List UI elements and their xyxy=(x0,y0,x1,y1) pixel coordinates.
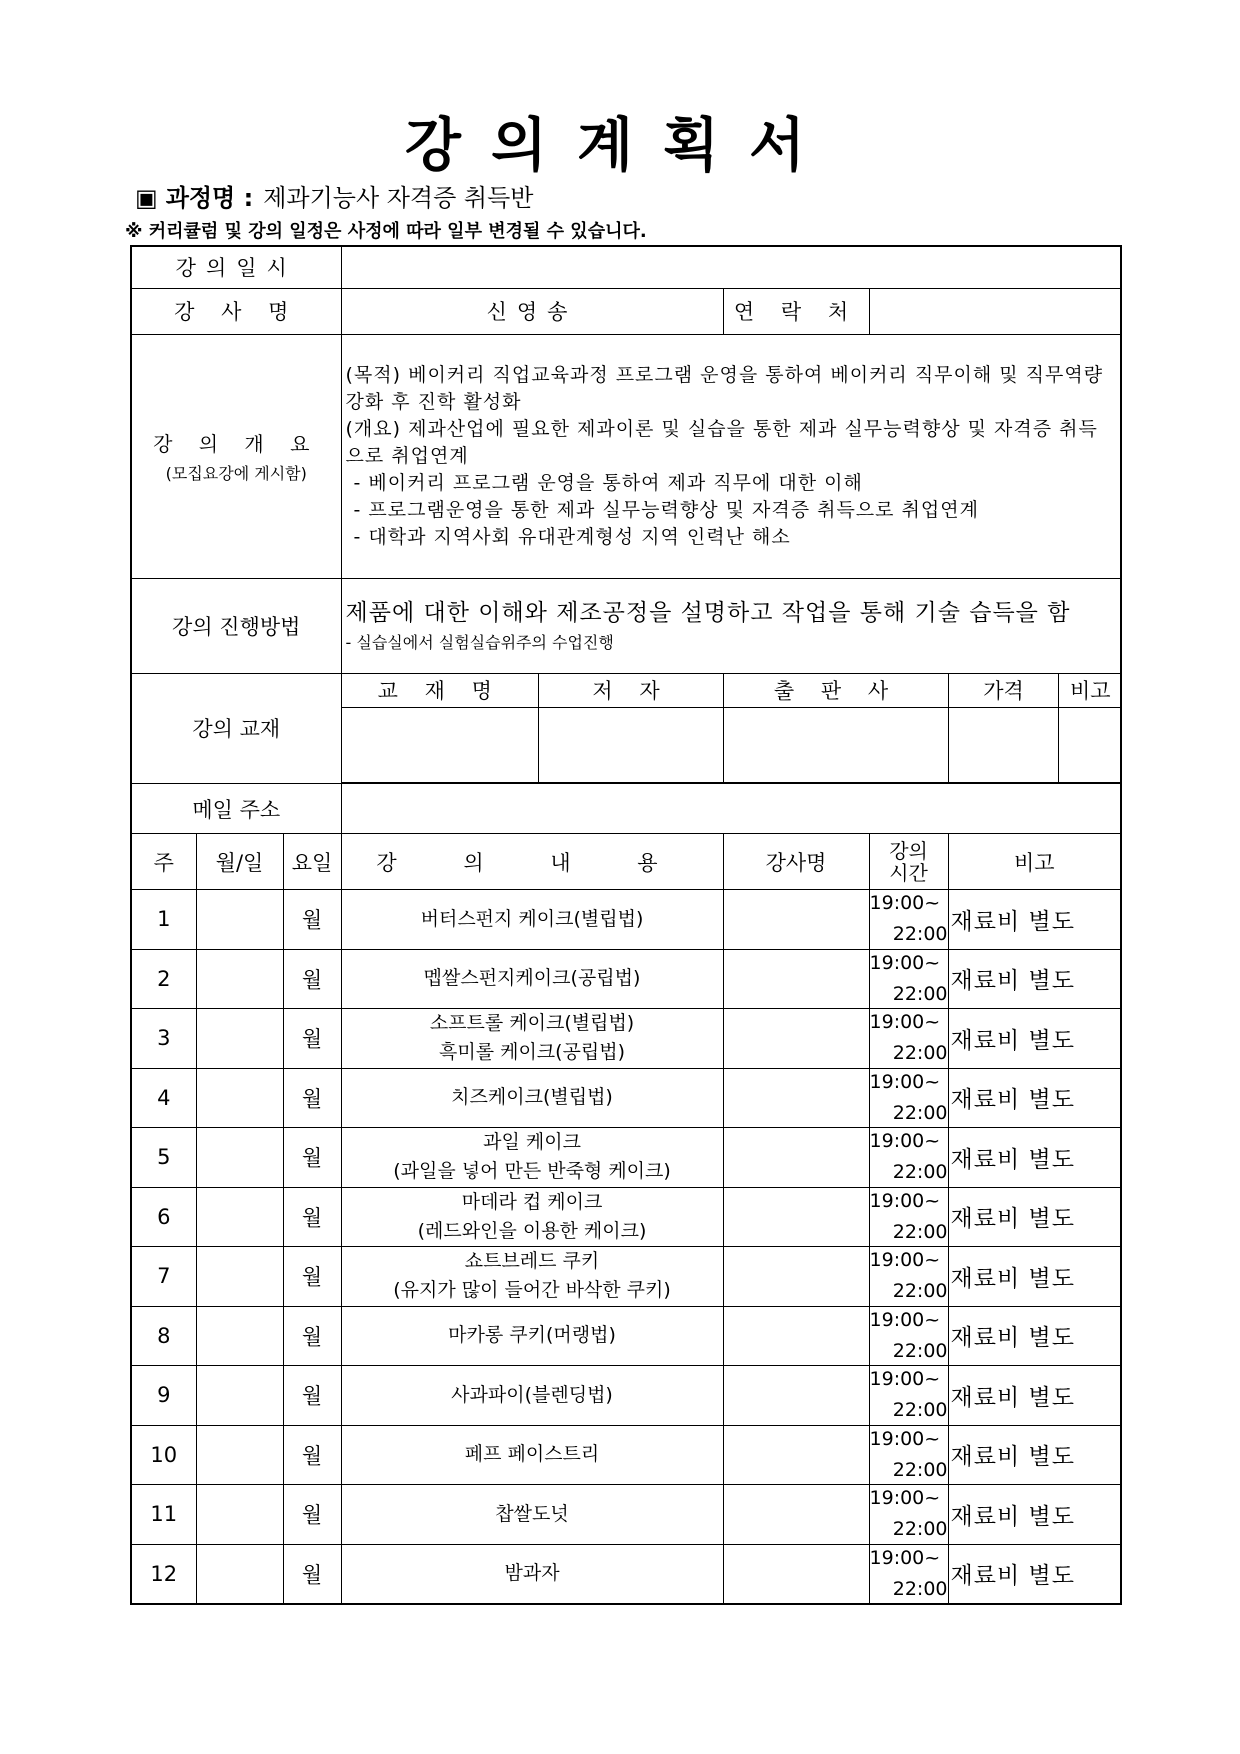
header-day: 요일 xyxy=(283,834,341,890)
lecture-content xyxy=(341,949,723,1009)
schedule-row xyxy=(131,1425,1121,1485)
note-cell: 재료비 별도 xyxy=(948,1306,1121,1366)
date-cell xyxy=(196,1128,283,1188)
instructor-cell xyxy=(723,1068,869,1128)
time-cell xyxy=(869,890,948,950)
course-label: 과정명 : xyxy=(165,184,254,212)
lecture-content-line2: 흑미롤 케이크(공립법) xyxy=(438,1041,626,1064)
note-cell: 재료비 별도 xyxy=(948,1128,1121,1188)
note-cell: 재료비 별도 xyxy=(948,1068,1121,1128)
time-end: 22:00 xyxy=(892,1399,948,1422)
schedule-change-notice: ※ 커리큘럼 및 강의 일정은 사정에 따라 일부 변경될 수 있습니다. xyxy=(125,221,647,242)
instructor-cell xyxy=(723,1306,869,1366)
lecture-content xyxy=(341,1128,723,1188)
textbook-cell xyxy=(342,708,539,783)
day-cell: 월 xyxy=(283,1247,341,1307)
instructor-cell xyxy=(723,949,869,1009)
week-number: 4 xyxy=(131,1068,196,1128)
date-cell xyxy=(196,1068,283,1128)
date-cell xyxy=(196,1485,283,1545)
lecture-content-line1: 멥쌀스펀지케이크(공립법) xyxy=(423,967,641,990)
day-cell: 월 xyxy=(283,1425,341,1485)
overview-sub-label: (모집요강에 게시함) xyxy=(165,464,307,483)
method-main-text: 제품에 대한 이해와 제조공정을 설명하고 작업을 통해 기술 습득을 함 xyxy=(345,599,1071,626)
time-end: 22:00 xyxy=(892,1458,948,1481)
note-cell: 재료비 별도 xyxy=(948,1009,1121,1069)
instructor-cell xyxy=(723,1128,869,1188)
schedule-header-row xyxy=(131,834,1121,890)
time-end: 22:00 xyxy=(892,1042,948,1065)
header-note: 비고 xyxy=(948,834,1121,890)
contact-label: 연 락 처 xyxy=(723,288,869,334)
instructor-cell xyxy=(723,1544,869,1604)
instructor-value: 신영송 xyxy=(341,288,723,334)
page-title: 강의계획서 xyxy=(404,111,836,179)
header-time: 강의시간 xyxy=(869,834,948,890)
time-cell xyxy=(869,1128,948,1188)
lecture-content-line1: 소프트롤 케이크(별립법) xyxy=(429,1012,635,1035)
note-cell: 재료비 별도 xyxy=(948,1425,1121,1485)
time-end: 22:00 xyxy=(892,1339,948,1362)
time-cell xyxy=(869,1247,948,1307)
instructor-cell xyxy=(723,890,869,950)
textbook-header-price: 가격 xyxy=(949,674,1059,708)
date-cell xyxy=(196,1544,283,1604)
textbook-cell xyxy=(539,708,724,783)
date-cell xyxy=(196,1425,283,1485)
lecture-content xyxy=(341,1068,723,1128)
lecture-content-line2: (레드와인을 이용한 케이크) xyxy=(417,1219,647,1242)
schedule-row xyxy=(131,1128,1121,1188)
note-cell: 재료비 별도 xyxy=(948,1366,1121,1426)
lecture-content-line1: 밤과자 xyxy=(504,1562,560,1584)
email-label: 메일 주소 xyxy=(131,784,341,834)
week-number: 10 xyxy=(131,1425,196,1485)
time-end: 22:00 xyxy=(892,923,948,946)
textbook-label: 강의 교재 xyxy=(131,673,341,784)
schedule-row xyxy=(131,890,1121,950)
time-cell xyxy=(869,1306,948,1366)
instructor-cell xyxy=(723,1366,869,1426)
time-start: 19:00~ xyxy=(869,1546,941,1569)
schedule-body xyxy=(131,890,1121,1604)
day-cell: 월 xyxy=(283,1187,341,1247)
textbook-cell xyxy=(1059,708,1122,783)
time-start: 19:00~ xyxy=(869,1249,941,1272)
date-cell xyxy=(196,1009,283,1069)
day-cell: 월 xyxy=(283,949,341,1009)
lecture-content-line1: 과일 케이크 xyxy=(483,1131,581,1154)
time-cell xyxy=(869,1068,948,1128)
textbook-cell xyxy=(724,708,949,783)
time-end: 22:00 xyxy=(892,1161,948,1184)
overview-content xyxy=(341,334,1121,578)
day-cell: 월 xyxy=(283,1306,341,1366)
day-cell: 월 xyxy=(283,890,341,950)
header-instructor: 강사명 xyxy=(723,834,869,890)
date-cell xyxy=(196,1247,283,1307)
lecture-plan-table xyxy=(130,245,1122,1605)
time-start: 19:00~ xyxy=(869,1487,941,1510)
week-number: 2 xyxy=(131,949,196,1009)
lecture-content xyxy=(341,890,723,950)
textbook-header-author: 저 자 xyxy=(539,674,724,708)
note-cell: 재료비 별도 xyxy=(948,1544,1121,1604)
time-start: 19:00~ xyxy=(869,892,941,915)
email-value xyxy=(341,784,1121,834)
time-cell xyxy=(869,1009,948,1069)
week-number: 6 xyxy=(131,1187,196,1247)
date-cell xyxy=(196,890,283,950)
header-content: 강 의 내 용 xyxy=(341,834,723,890)
square-bullet-icon: ▣ xyxy=(135,184,158,212)
overview-label: 강 의 개 요 xyxy=(153,432,320,456)
week-number: 5 xyxy=(131,1128,196,1188)
week-number: 11 xyxy=(131,1485,196,1545)
note-cell: 재료비 별도 xyxy=(948,1247,1121,1307)
time-end: 22:00 xyxy=(892,1577,948,1600)
overview-row xyxy=(131,334,1121,578)
schedule-row xyxy=(131,1544,1121,1604)
instructor-label: 강 사 명 xyxy=(131,288,341,334)
time-start: 19:00~ xyxy=(869,1130,941,1153)
instructor-cell xyxy=(723,1425,869,1485)
time-cell xyxy=(869,949,948,1009)
lecture-content xyxy=(341,1187,723,1247)
time-start: 19:00~ xyxy=(869,1368,941,1391)
lecture-date-label: 강의일시 xyxy=(131,246,341,288)
time-end: 22:00 xyxy=(892,1518,948,1541)
textbook-header-note: 비고 xyxy=(1059,674,1122,708)
note-cell: 재료비 별도 xyxy=(948,1485,1121,1545)
header-week: 주 xyxy=(131,834,196,890)
time-cell xyxy=(869,1366,948,1426)
date-cell xyxy=(196,1366,283,1426)
week-number: 12 xyxy=(131,1544,196,1604)
time-start: 19:00~ xyxy=(869,1011,941,1034)
week-number: 8 xyxy=(131,1306,196,1366)
note-cell: 재료비 별도 xyxy=(948,890,1121,950)
lecture-content xyxy=(341,1009,723,1069)
overview-line: (목적) 베이커리 직업교육과정 프로그램 운영을 통하여 베이커리 직무이해 및 직무역량강화 후 진학 활성화 xyxy=(345,363,1104,413)
time-cell xyxy=(869,1485,948,1545)
lecture-content-line2: (유지가 많이 들어간 바삭한 쿠키) xyxy=(393,1279,671,1302)
lecture-content xyxy=(341,1366,723,1426)
schedule-row xyxy=(131,1247,1121,1307)
schedule-row xyxy=(131,949,1121,1009)
method-row xyxy=(131,578,1121,673)
time-end: 22:00 xyxy=(892,1220,948,1243)
schedule-row xyxy=(131,1485,1121,1545)
instructor-cell xyxy=(723,1187,869,1247)
textbook-table xyxy=(342,674,1122,784)
day-cell: 월 xyxy=(283,1009,341,1069)
time-cell xyxy=(869,1544,948,1604)
day-cell: 월 xyxy=(283,1366,341,1426)
overview-line: - 베이커리 프로그램 운영을 통하여 제과 직무에 대한 이해 xyxy=(353,471,863,494)
schedule-row xyxy=(131,1306,1121,1366)
header-date: 월/일 xyxy=(196,834,283,890)
week-number: 1 xyxy=(131,890,196,950)
date-cell xyxy=(196,949,283,1009)
instructor-row xyxy=(131,288,1121,334)
lecture-date-row xyxy=(131,246,1121,288)
time-cell xyxy=(869,1187,948,1247)
week-number: 3 xyxy=(131,1009,196,1069)
lecture-content xyxy=(341,1485,723,1545)
textbook-row xyxy=(131,673,1121,784)
day-cell: 월 xyxy=(283,1128,341,1188)
lecture-date-value xyxy=(341,246,1121,288)
lecture-content-line1: 찹쌀도넛 xyxy=(495,1502,569,1525)
note-cell: 재료비 별도 xyxy=(948,949,1121,1009)
lecture-content xyxy=(341,1425,723,1485)
lecture-content-line1: 마데라 컵 케이크 xyxy=(461,1190,603,1213)
time-end: 22:00 xyxy=(892,1280,948,1303)
time-start: 19:00~ xyxy=(869,1189,941,1212)
instructor-cell xyxy=(723,1485,869,1545)
lecture-content-line1: 사과파이(블렌딩법) xyxy=(451,1383,613,1406)
lecture-content xyxy=(341,1247,723,1307)
date-cell xyxy=(196,1187,283,1247)
schedule-row xyxy=(131,1068,1121,1128)
course-name xyxy=(135,182,533,214)
day-cell: 월 xyxy=(283,1544,341,1604)
lecture-content-line1: 페프 페이스트리 xyxy=(464,1443,600,1466)
textbook-cell xyxy=(949,708,1059,783)
instructor-cell xyxy=(723,1009,869,1069)
lecture-content-line2: (과일을 넣어 만든 반죽형 케이크) xyxy=(393,1160,671,1183)
time-start: 19:00~ xyxy=(869,1308,941,1331)
textbook-header-publisher: 출 판 사 xyxy=(724,674,949,708)
time-start: 19:00~ xyxy=(869,1427,941,1450)
lecture-content-line1: 치즈케이크(별립법) xyxy=(451,1086,613,1109)
lecture-content xyxy=(341,1544,723,1604)
overview-line: - 프로그램운영을 통한 제과 실무능력향상 및 자격증 취득으로 취업연계 xyxy=(353,498,979,521)
overview-line: - 대학과 지역사회 유대관계형성 지역 인력난 해소 xyxy=(353,525,791,548)
schedule-row xyxy=(131,1187,1121,1247)
course-value: 제과기능사 자격증 취득반 xyxy=(263,184,534,212)
day-cell: 월 xyxy=(283,1068,341,1128)
time-start: 19:00~ xyxy=(869,1070,941,1093)
day-cell: 월 xyxy=(283,1485,341,1545)
time-start: 19:00~ xyxy=(869,951,941,974)
lecture-content-line1: 쇼트브레드 쿠키 xyxy=(464,1250,600,1273)
note-cell: 재료비 별도 xyxy=(948,1187,1121,1247)
contact-value xyxy=(869,288,1121,334)
time-end: 22:00 xyxy=(892,982,948,1005)
instructor-cell xyxy=(723,1247,869,1307)
time-cell xyxy=(869,1425,948,1485)
overview-line: (개요) 제과산업에 필요한 제과이론 및 실습을 통한 제과 실무능력향상 및 자격증 취득으로 취업연계 xyxy=(345,417,1098,467)
time-end: 22:00 xyxy=(892,1101,948,1124)
lecture-content xyxy=(341,1306,723,1366)
schedule-row xyxy=(131,1366,1121,1426)
lecture-content-line1: 버터스펀지 케이크(별립법) xyxy=(420,907,644,930)
method-label: 강의 진행방법 xyxy=(131,578,341,673)
date-cell xyxy=(196,1306,283,1366)
week-number: 7 xyxy=(131,1247,196,1307)
email-row xyxy=(131,784,1121,834)
week-number: 9 xyxy=(131,1366,196,1426)
schedule-row xyxy=(131,1009,1121,1069)
method-sub-text: - 실습실에서 실험실습위주의 수업진행 xyxy=(345,632,614,652)
textbook-header-title: 교 재 명 xyxy=(342,674,539,708)
lecture-content-line1: 마카롱 쿠키(머랭법) xyxy=(448,1324,616,1347)
